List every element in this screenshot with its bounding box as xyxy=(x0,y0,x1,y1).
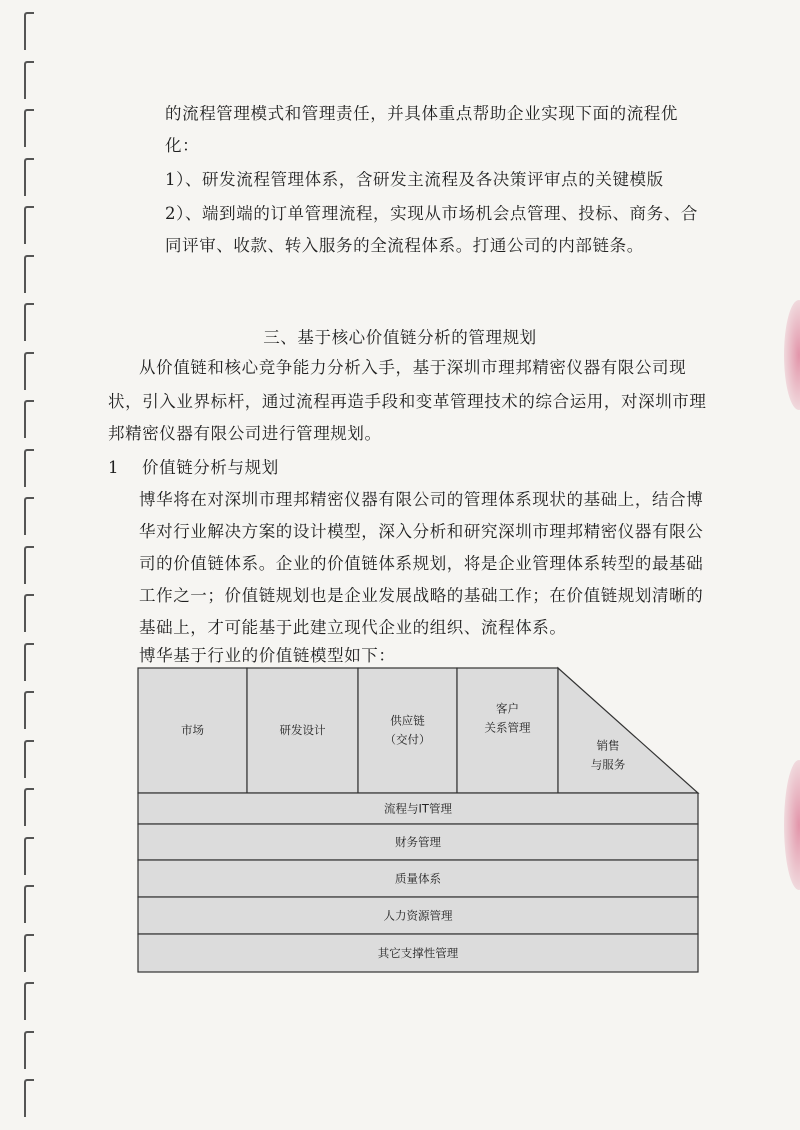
subsection-1-title: 价值链分析与规划 xyxy=(142,458,279,477)
support-activity-label: 流程与IT管理 xyxy=(384,801,452,816)
primary-activity-label: 客户 xyxy=(496,701,519,716)
list-item-2-line-1: 2）、端到端的订单管理流程，实现从市场机会点管理、投标、商务、合 xyxy=(165,204,698,223)
support-activity-label: 人力资源管理 xyxy=(383,908,453,923)
primary-activity-label: 销售 xyxy=(596,738,620,753)
section-3-line-1: 从价值链和核心竞争能力分析入手，基于深圳市理邦精密仪器有限公司现 xyxy=(139,358,687,377)
primary-activity-label: （交付） xyxy=(384,732,431,747)
subsection-1-line-1: 博华将在对深圳市理邦精密仪器有限公司的管理体系现状的基础上，结合博 xyxy=(139,490,704,509)
intro-line-1: 的流程管理模式和管理责任，并具体重点帮助企业实现下面的流程优 xyxy=(165,104,678,123)
subsection-1-line-4: 工作之一；价值链规划也是企业发展战略的基础工作；在价值链规划清晰的 xyxy=(139,586,704,605)
subsection-1-number: 1 xyxy=(108,458,120,477)
primary-activity-label: 市场 xyxy=(181,723,204,737)
list-item-1: 1）、研发流程管理体系，含研发主流程及各决策评审点的关键模版 xyxy=(165,170,664,189)
subsection-1-line-5: 基础上，才可能基于此建立现代企业的组织、流程体系。 xyxy=(139,618,567,637)
primary-activity-label: 与服务 xyxy=(590,757,626,772)
support-activity-label: 质量体系 xyxy=(395,871,441,886)
subsection-1-line-2: 华对行业解决方案的设计模型，深入分析和研究深圳市理邦精密仪器有限公 xyxy=(139,522,704,541)
primary-activity-label: 供应链 xyxy=(390,713,425,728)
diagram-intro: 博华基于行业的价值链模型如下： xyxy=(139,646,396,665)
primary-activity-label: 研发设计 xyxy=(279,723,326,737)
section-3-line-3: 邦精密仪器有限公司进行管理规划。 xyxy=(108,424,382,443)
support-activity-label: 财务管理 xyxy=(395,835,441,849)
primary-activity-box xyxy=(358,668,457,793)
primary-activity-label: 关系管理 xyxy=(484,720,531,735)
subsection-1-line-3: 司的价值链体系。企业的价值链体系规划，将是企业管理体系转型的最基础 xyxy=(139,554,704,573)
support-activity-label: 其它支撑性管理 xyxy=(377,946,459,960)
primary-activity-box xyxy=(558,668,698,793)
intro-line-2: 化： xyxy=(165,136,200,155)
section-3-title: 三、基于核心价值链分析的管理规划 xyxy=(263,328,537,347)
section-3-line-2: 状，引入业界标杆，通过流程再造手段和变革管理技术的综合运用，对深圳市理 xyxy=(108,392,707,411)
list-item-2-line-2: 同评审、收款、转入服务的全流程体系。打通公司的内部链条。 xyxy=(165,236,644,255)
